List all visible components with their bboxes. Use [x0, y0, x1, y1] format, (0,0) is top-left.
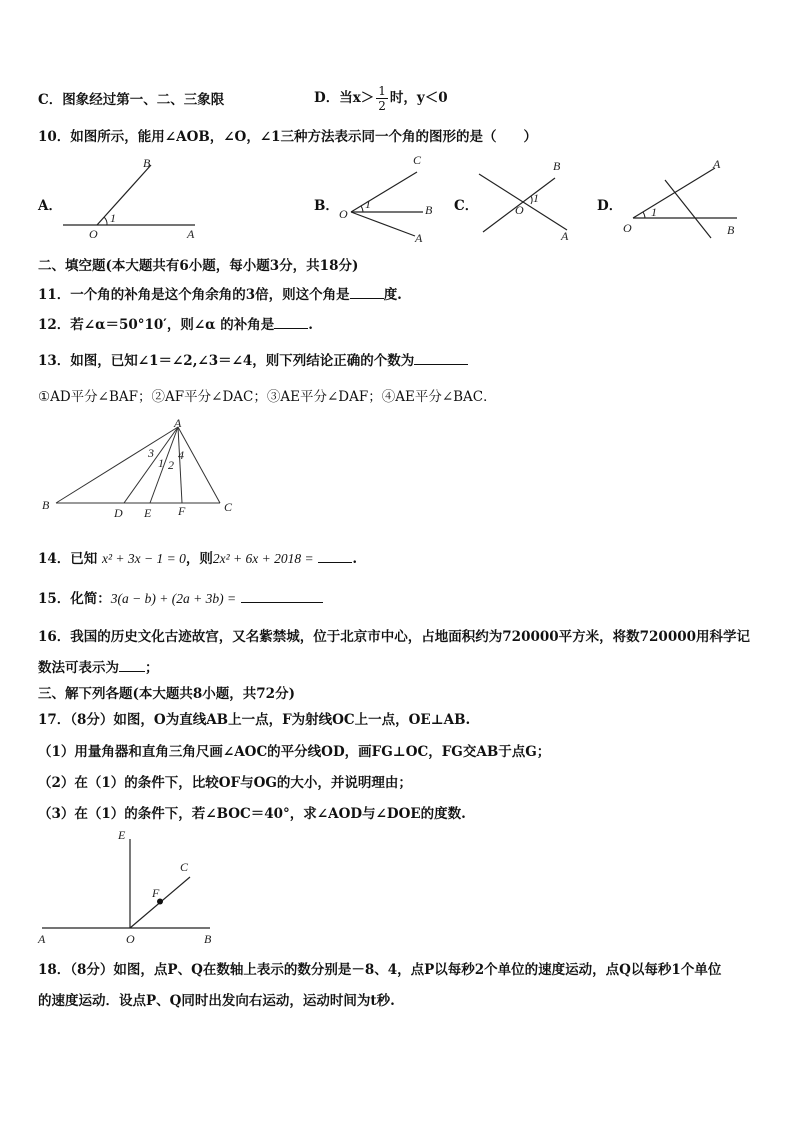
q12-blank[interactable] [274, 328, 308, 329]
q12: 12．若∠α＝50°10′，则∠α 的补角是 . [38, 317, 313, 333]
q9-option-c: C．图象经过第一、二、三象限 [38, 92, 225, 108]
fig-c-label-a: A [561, 229, 569, 243]
q10-option-c-label: C． [454, 198, 479, 214]
fig-b-label-a: A [415, 231, 423, 245]
fraction-one-half: $\frac{1}{2}$ [378, 84, 386, 113]
tri-label-4: 4 [178, 448, 184, 462]
q17-label-o: O [126, 932, 135, 946]
q17-label-c: C [180, 860, 189, 874]
tri-label-b: B [42, 498, 50, 512]
q13-options: ①AD平分∠BAF；②AF平分∠DAC；③AE平分∠DAF；④AE平分∠BAC． [38, 389, 497, 405]
q13-stem: 13．如图，已知∠1＝∠2,∠3＝∠4，则下列结论正确的个数为 [38, 349, 468, 369]
q10-option-d-label: D． [597, 198, 623, 214]
fig-d-label-o: O [623, 221, 632, 235]
q15: 15．化简：3(a − b) + (2a + 3b) = [38, 587, 323, 607]
tri-label-2: 2 [168, 458, 174, 472]
fig-d-label-1: 1 [651, 205, 657, 219]
q13-triangle-figure [38, 415, 248, 525]
tri-label-1: 1 [158, 456, 164, 470]
q11: 11．一个角的补角是这个角余角的3倍，则这个角是 度. [38, 287, 402, 303]
q17-label-a: A [38, 932, 46, 946]
q13-blank[interactable] [414, 364, 468, 365]
fig-c-label-1: 1 [533, 191, 539, 205]
q18-line-2: 的速度运动．设点P、Q同时出发向右运动，运动时间为t秒. [38, 993, 395, 1009]
q17-label-b: B [204, 932, 212, 946]
q10-option-b-label: B． [314, 198, 339, 214]
fig-a-label-1: 1 [110, 211, 116, 225]
q18-line-1: 18．（8分）如图，点P、Q在数轴上表示的数分别是－8、4，点P以每秒2个单位的速度运动，点Q以每秒1个单位 [38, 962, 722, 978]
q14-blank[interactable] [318, 562, 352, 563]
q16-line-1: 16．我国的历史文化古迹故宫，又名紫禁城，位于北京市中心，占地面积约为720000平方米，将数720000用科学记 [38, 629, 751, 645]
tri-label-a: A [174, 416, 182, 430]
q10-figure-c [475, 150, 585, 245]
q17-part-1: （1）用量角器和直角三角尺画∠AOC的平分线OD，画FG⊥OC，FG交AB于点G； [38, 744, 551, 760]
q10-figure-d [615, 150, 745, 245]
q17-part-3: （3）在（1）的条件下，若∠BOC＝40°，求∠AOD与∠DOE的度数. [38, 806, 466, 822]
q17-label-f: F [152, 886, 160, 900]
tri-label-e: E [144, 506, 152, 520]
q16-blank[interactable] [119, 671, 145, 672]
tri-label-f: F [178, 504, 186, 518]
fig-a-label-b: B [143, 156, 151, 170]
q17-stem: 17．（8分）如图，O为直线AB上一点，F为射线OC上一点，OE⊥AB. [38, 712, 471, 728]
q10-figure-b [335, 150, 445, 245]
fig-b-label-o: O [339, 207, 348, 221]
fig-b-label-1: 1 [365, 197, 371, 211]
q14-expression: 2x² + 6x + 2018 = [212, 551, 314, 566]
q17-figure [38, 825, 228, 950]
fig-a-label-a: A [187, 227, 195, 241]
q15-blank[interactable] [241, 602, 323, 603]
q10-stem: 10．如图所示，能用∠AOB，∠O，∠1三种方法表示同一个角的图形的是（ ） [38, 129, 538, 145]
q14-equation: x² + 3x − 1 = 0 [102, 551, 186, 566]
fig-d-label-b: B [727, 223, 735, 237]
section-2-heading: 二、填空题(本大题共有6小题，每小题3分，共18分) [38, 258, 359, 274]
fig-b-label-c: C [413, 153, 422, 167]
q11-blank[interactable] [350, 298, 384, 299]
q9-option-d [314, 84, 448, 113]
fig-d-label-a: A [713, 157, 721, 171]
q9-option-d-prefix: D．当x＞ [314, 90, 375, 106]
q15-expression: 3(a − b) + (2a + 3b) = [110, 591, 237, 606]
tri-label-d: D [114, 506, 123, 520]
fig-a-label-o: O [89, 227, 98, 241]
q17-part-2: （2）在（1）的条件下，比较OF与OG的大小，并说明理由； [38, 775, 412, 791]
q10-option-a-label: A． [38, 198, 62, 214]
tri-label-3: 3 [148, 446, 154, 460]
q16-line-2: 数法可表示为 ； [38, 660, 159, 676]
fig-b-label-b: B [425, 203, 433, 217]
fig-c-label-b: B [553, 159, 561, 173]
fig-c-label-o: O [515, 203, 524, 217]
q14: 14．已知 x² + 3x − 1 = 0，则2x² + 6x + 2018 = . [38, 551, 358, 567]
q9-option-d-suffix: 时，y＜0 [389, 90, 448, 106]
q10-figure-a [55, 155, 205, 240]
q17-label-e: E [118, 828, 126, 842]
section-3-heading: 三、解下列各题(本大题共8小题，共72分) [38, 686, 295, 702]
tri-label-c: C [224, 500, 233, 514]
